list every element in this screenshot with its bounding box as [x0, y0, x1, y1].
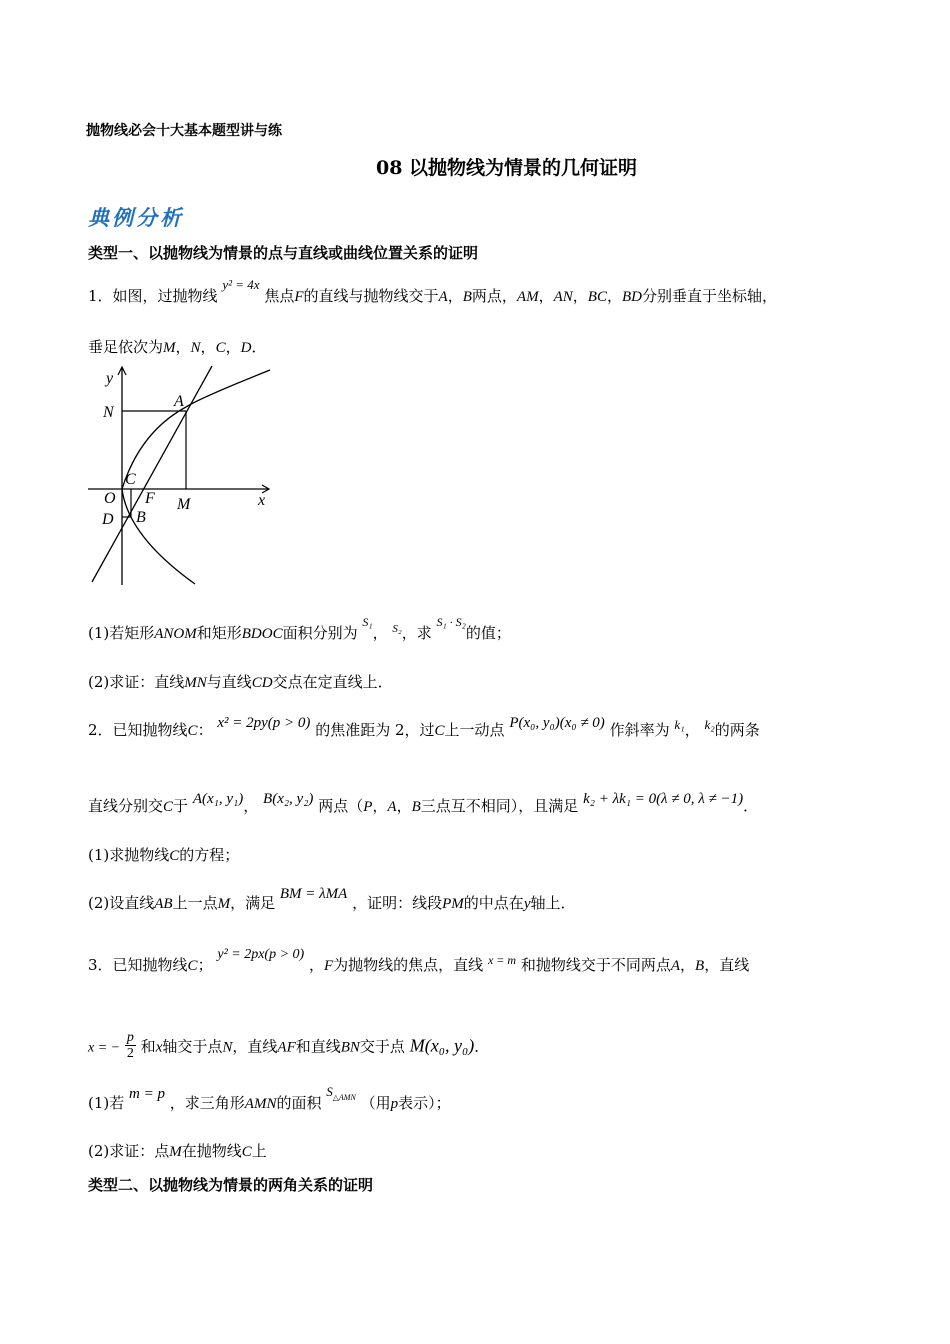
math-var: p: [390, 1096, 399, 1112]
math-parabola-equation: y² = 2px(p > 0): [217, 947, 305, 962]
label-F: F: [145, 490, 155, 507]
math-line-x-m: x = m: [487, 953, 517, 967]
text: ，证明：线段: [352, 894, 443, 912]
math-var: C: [434, 723, 445, 739]
text: 垂足依次为: [88, 338, 164, 356]
text: (1)求抛物线: [88, 846, 170, 864]
math-var: A: [438, 289, 448, 305]
text: 1．如图，过抛物线: [88, 287, 218, 305]
text: 上一点: [172, 894, 218, 912]
math-var: MN: [184, 675, 207, 691]
parabola-figure: [86, 364, 276, 590]
math-var: D: [240, 340, 252, 356]
text: 三点互不相同），且满足: [420, 797, 579, 815]
text: ，: [372, 624, 388, 642]
problem-1-question-2: [88, 673, 393, 692]
math-var: AM: [516, 289, 539, 305]
text: ，: [175, 338, 191, 356]
math-var: AB: [154, 896, 173, 912]
math-k2: k₂: [704, 717, 715, 732]
text: 两点，: [471, 287, 517, 305]
math-var: BC: [587, 289, 607, 305]
problem-2-question-1: [88, 846, 239, 865]
problem-3-question-2: [88, 1142, 267, 1161]
text: 于: [173, 797, 189, 815]
math-var: C: [215, 340, 226, 356]
text: ，: [447, 287, 463, 305]
math-var: C: [169, 848, 180, 864]
text: 焦点: [264, 287, 295, 305]
math-var: BDOC: [241, 626, 283, 642]
problem-3-line-1: [88, 947, 750, 976]
text: 的值；: [465, 624, 511, 642]
math-var: C: [241, 1144, 252, 1160]
math-var: y: [523, 896, 531, 912]
math-var: AMN: [244, 1096, 277, 1112]
problem-1-question-1: [88, 615, 511, 644]
text: 表示）；: [398, 1094, 451, 1112]
text: ，: [396, 797, 412, 815]
math-var: M: [163, 340, 176, 356]
text: (2)设直线: [88, 894, 155, 912]
label-N: N: [103, 404, 114, 421]
text: 在抛物线: [181, 1142, 242, 1160]
math-point-B: B(x₂, y₂): [263, 791, 314, 807]
fraction-denominator: 2: [126, 1046, 134, 1061]
text: 2．已知抛物线: [88, 721, 188, 739]
focal-chord-line: [92, 366, 212, 582]
text: 3．已知抛物线: [88, 956, 188, 974]
text: 交于点: [359, 1037, 405, 1056]
math-S1: S₁: [362, 615, 373, 629]
math-var: B: [411, 799, 421, 815]
text: 的直线与抛物线交于: [303, 287, 439, 305]
text: 的中点在: [463, 894, 524, 912]
math-var: F: [294, 289, 304, 305]
text: ，: [538, 287, 554, 305]
math-point-M: M(x₀, y₀): [409, 1035, 475, 1056]
math-var: P: [363, 799, 373, 815]
math-var: A: [387, 799, 397, 815]
text: ，: [225, 338, 241, 356]
text: ．: [474, 1037, 490, 1056]
area-S: S: [326, 1084, 333, 1099]
math-point-P: P(x₀, y₀)(x₀ ≠ 0): [509, 715, 605, 731]
section-heading: 典例分析: [88, 206, 184, 230]
text: 作斜率为: [609, 721, 670, 739]
math-var: AF: [277, 1039, 296, 1056]
label-C: C: [125, 471, 136, 488]
text: ，直线: [704, 956, 750, 974]
math-point-A: A(x₁, y₁): [192, 791, 244, 807]
problem-3-line-2: [88, 1032, 489, 1063]
math-area-symbol: [326, 1082, 356, 1100]
problem-2-line-2: [88, 791, 759, 816]
text: ，满足: [230, 894, 276, 912]
text: 直线分别交: [88, 797, 164, 815]
text: ，: [243, 797, 259, 815]
text: ．: [743, 797, 759, 815]
problem-3-question-1: [88, 1084, 451, 1115]
type-one-heading: 类型一、以抛物线为情景的点与直线或曲线位置关系的证明: [88, 244, 479, 262]
label-O: O: [104, 490, 116, 507]
text: 两点（: [318, 797, 364, 815]
area-subscript: △AMN: [332, 1093, 356, 1102]
math-S1-times-S2: S₁ · S₂: [436, 615, 466, 629]
label-D: D: [102, 511, 114, 528]
text: 上: [251, 1142, 267, 1160]
label-y: y: [106, 370, 114, 387]
text: 的两条: [714, 721, 760, 739]
text: ，: [606, 287, 622, 305]
text: ：: [197, 721, 213, 739]
text: ，: [572, 287, 588, 305]
text: 的焦准距为 2，过: [315, 721, 435, 739]
math-S2: S₂: [392, 623, 402, 635]
math-var: BN: [340, 1039, 360, 1056]
text: 为抛物线的焦点，直线: [333, 956, 484, 974]
math-var: C: [163, 799, 174, 815]
text: ，直线: [232, 1037, 278, 1056]
math-var: CD: [251, 675, 273, 691]
label-x: x: [258, 492, 266, 509]
math-fraction: [125, 1030, 136, 1061]
series-title: 抛物线必会十大基本题型讲与练: [86, 123, 282, 139]
text: ，: [308, 956, 324, 974]
text: ；: [197, 956, 213, 974]
label-M: M: [177, 496, 191, 513]
math-var: PM: [442, 896, 464, 912]
text: 的面积: [276, 1094, 322, 1112]
text: ，求: [401, 624, 432, 642]
math-var: AN: [553, 289, 573, 305]
text: (2)求证：直线: [88, 673, 185, 691]
text: 面积分别为: [282, 624, 358, 642]
text: ，求三角形: [169, 1094, 245, 1112]
text: ，: [684, 721, 700, 739]
text: （用: [360, 1094, 391, 1112]
text: (1)若矩形: [88, 624, 155, 642]
problem-2-line-1: [88, 715, 760, 740]
math-m-equals-p: m = p: [129, 1086, 165, 1102]
document-title: 08 以抛物线为情景的几何证明: [376, 157, 638, 179]
math-var: x: [155, 1039, 163, 1056]
text: 和抛物线交于不同两点: [520, 956, 671, 974]
math-var: N: [222, 1039, 233, 1056]
label-B: B: [136, 509, 146, 526]
text: (1)若: [88, 1094, 125, 1112]
math-condition: k₂ + λk₁ = 0(λ ≠ 0, λ ≠ −1): [583, 791, 744, 807]
text: ，: [680, 956, 696, 974]
math-vector-relation: BM = λMA: [279, 886, 348, 902]
text: ．: [251, 338, 267, 356]
text: (2)求证：点: [88, 1142, 170, 1160]
parabola-curve: [122, 370, 270, 584]
text: 交点在定直线上．: [272, 673, 393, 691]
math-var: ANOM: [154, 626, 197, 642]
text: 和矩形: [196, 624, 242, 642]
math-line-x-neg: x = −: [88, 1040, 121, 1056]
problem-1-line-1: [88, 277, 777, 306]
type-two-heading: 类型二、以抛物线为情景的两角关系的证明: [88, 1176, 374, 1194]
text: 轴交于点: [162, 1037, 223, 1056]
text: ，: [372, 797, 388, 815]
math-var: C: [187, 723, 198, 739]
math-var: N: [190, 340, 201, 356]
text: 与直线: [206, 673, 252, 691]
math-var: M: [217, 896, 231, 912]
fraction-numerator: p: [126, 1030, 134, 1045]
math-var: BD: [621, 289, 642, 305]
math-var: C: [187, 958, 198, 974]
math-var: M: [169, 1144, 182, 1160]
text: 上一动点: [444, 721, 505, 739]
math-parabola-equation: y² = 4x: [222, 277, 260, 292]
problem-2-question-2: [88, 886, 576, 913]
label-A: A: [174, 393, 184, 410]
problem-1-line-2: [88, 338, 266, 357]
math-k1: k₁: [674, 717, 685, 732]
text: 的方程；: [179, 846, 240, 864]
text: 分别垂直于坐标轴，: [641, 287, 777, 305]
math-var: B: [462, 289, 472, 305]
text: ，: [200, 338, 216, 356]
text: 和直线: [295, 1037, 341, 1056]
math-parabola-equation: x² = 2py(p > 0): [217, 715, 311, 731]
math-var: A: [670, 958, 681, 974]
math-var: B: [695, 958, 705, 974]
math-var: F: [324, 958, 334, 974]
text: 和: [140, 1037, 156, 1056]
text: 轴上．: [530, 894, 576, 912]
